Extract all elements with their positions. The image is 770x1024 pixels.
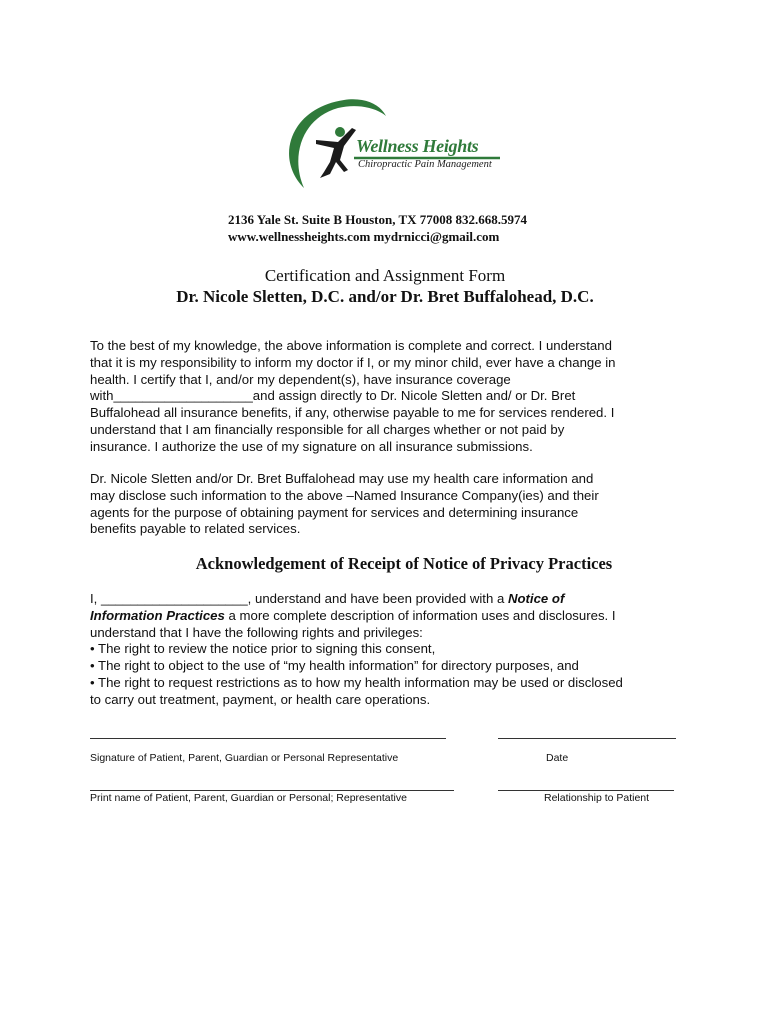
paragraph-line: insurance. I authorize the use of my signature on all insurance submissions. — [90, 438, 533, 454]
paragraph-line: understand that I am financially responsible for all charges whether or not paid by — [90, 421, 565, 437]
logo-tagline: Chiropractic Pain Management — [358, 159, 492, 170]
notice-emphasis-cont: Information Practices — [90, 607, 225, 623]
acknowledgement-title: Acknowledgement of Receipt of Notice of Privacy Practices — [195, 554, 613, 573]
paragraph-line: To the best of my knowledge, the above information is complete and correct. I understand — [90, 338, 612, 353]
paragraph-line: with___________________and assign directly to Dr. Nicole Sletten and/ or Dr. Bret — [90, 388, 576, 404]
signature-line[interactable] — [90, 738, 446, 739]
clinic-address — [228, 211, 527, 245]
paragraph-line: may disclose such information to the above –Named Insurance Company(ies) and their — [90, 487, 599, 503]
paragraph-line — [90, 591, 690, 608]
rights-item: • The right to review the notice prior to signing this consent, — [90, 641, 436, 657]
ack-line-prefix: I, ____________________, understand and have been provided with a — [90, 591, 508, 606]
paragraph-line: Buffalohead all insurance benefits, if any, otherwise payable to me for services rendered. I — [90, 405, 615, 421]
acknowledgement-paragraph — [90, 591, 690, 709]
date-label: Date — [546, 752, 569, 764]
certification-paragraph — [90, 338, 680, 456]
date-line[interactable] — [498, 738, 676, 739]
address-line: 2136 Yale St. Suite B Houston, TX 77008 832.668.5974 — [228, 212, 528, 227]
disclosure-paragraph — [90, 471, 680, 538]
print-name-label: Print name of Patient, Parent, Guardian or Personal; Representative — [90, 792, 407, 804]
ack-line-rest: a more complete description of information uses and disclosures. I — [224, 607, 616, 623]
clinic-logo — [282, 96, 508, 198]
rights-item: • The right to request restrictions as to how my health information may be used or disclosed — [90, 674, 623, 690]
form-doctors: Dr. Nicole Sletten, D.C. and/or Dr. Bret Buffalohead, D.C. — [176, 287, 594, 306]
form-title: Certification and Assignment Form — [264, 266, 506, 285]
paragraph-line: understand that I have the following rights and privileges: — [90, 624, 423, 640]
relationship-line[interactable] — [498, 790, 674, 791]
paragraph-line: to carry out treatment, payment, or health care operations. — [90, 691, 431, 707]
signature-label: Signature of Patient, Parent, Guardian or Personal Representative — [90, 752, 399, 764]
print-name-line[interactable] — [90, 790, 454, 791]
logo-name: Wellness Heights — [356, 136, 479, 156]
paragraph-line: that it is my responsibility to inform my doctor if I, or my minor child, ever have a change in — [90, 354, 616, 370]
contact-line: www.wellnessheights.com mydrnicci@gmail.com — [228, 229, 500, 244]
paragraph-line: health. I certify that I, and/or my dependent(s), have insurance coverage — [90, 371, 511, 387]
rights-item: • The right to object to the use of “my health information” for directory purposes, and — [90, 658, 579, 674]
paragraph-line — [90, 608, 690, 625]
paragraph-line: benefits payable to related services. — [90, 521, 301, 537]
notice-emphasis: Notice of — [507, 591, 565, 606]
paragraph-line: agents for the purpose of obtaining payment for services and determining insurance — [90, 504, 579, 520]
paragraph-line: Dr. Nicole Sletten and/or Dr. Bret Buffalohead may use my health care information and — [90, 471, 594, 486]
relationship-label: Relationship to Patient — [544, 792, 650, 804]
